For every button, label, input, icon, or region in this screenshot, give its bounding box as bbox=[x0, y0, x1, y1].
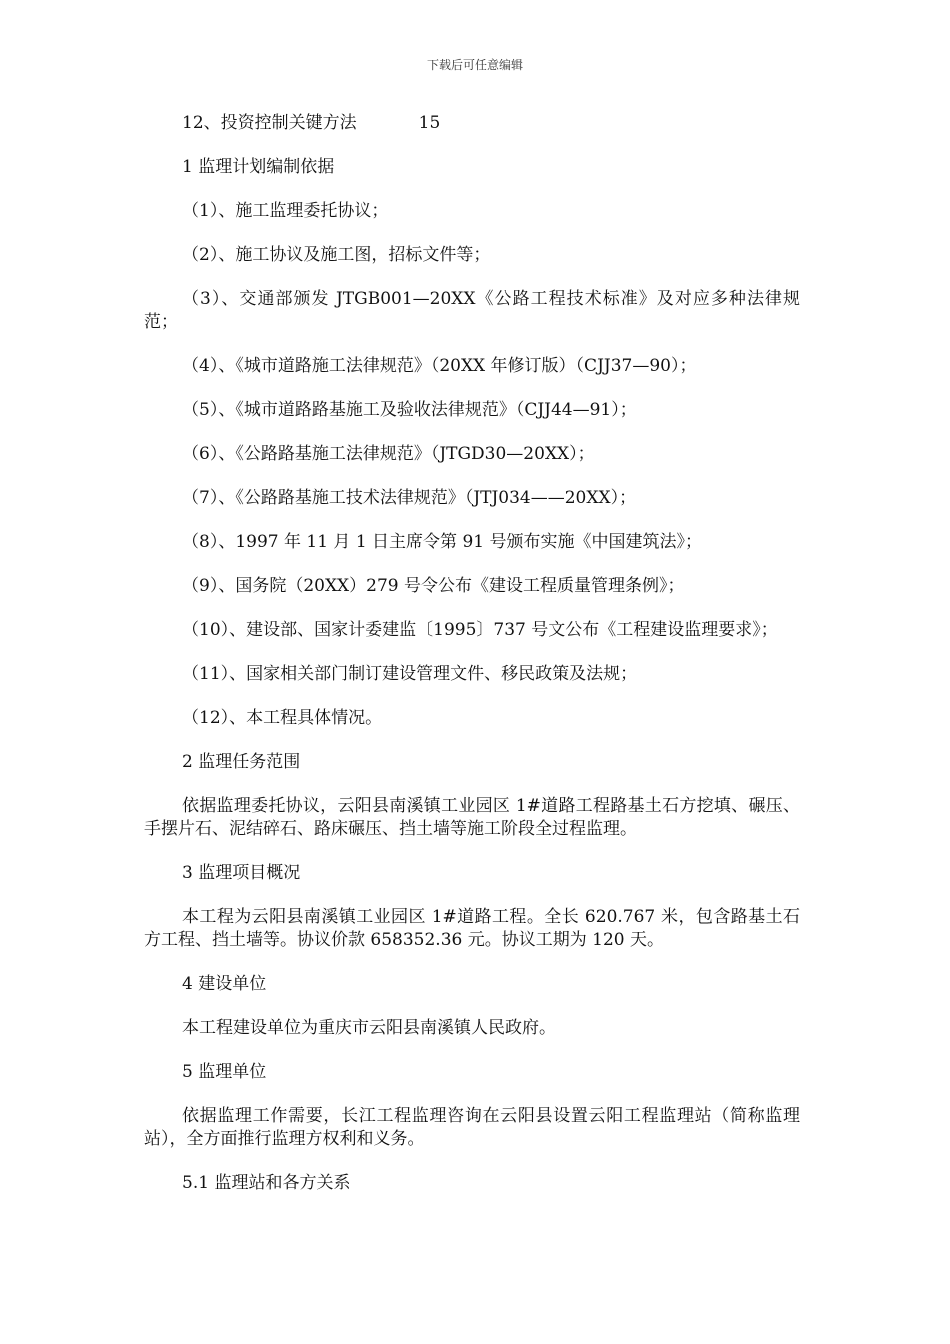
section-heading: 3 监理项目概况 bbox=[182, 863, 301, 883]
document-body bbox=[144, 112, 800, 1195]
list-item: （12）、本工程具体情况。 bbox=[182, 708, 383, 728]
section-heading: 1 监理计划编制依据 bbox=[182, 157, 335, 177]
toc-label: 12、投资控制关键方法 bbox=[182, 113, 357, 133]
body-paragraph: 本工程为云阳县南溪镇工业园区 1#道路工程。全长 620.767 米，包含路基土石方工程、挡土墙等。协议价款 658352.36 元。协议工期为 120 天。 bbox=[144, 907, 800, 950]
section-heading: 5.1 监理站和各方关系 bbox=[182, 1173, 351, 1193]
list-item: （3）、交通部颁发 JTGB001—20XX《公路工程技术标准》及对应多种法律规范； bbox=[144, 289, 800, 332]
list-item: （1）、施工监理委托协议； bbox=[182, 201, 389, 221]
section-heading: 2 监理任务范围 bbox=[182, 752, 301, 772]
section-heading: 4 建设单位 bbox=[182, 974, 267, 994]
list-item: （10）、建设部、国家计委建监〔1995〕737 号文公布《工程建设监理要求》； bbox=[182, 620, 778, 640]
page-header-note: 下载后可任意编辑 bbox=[426, 58, 523, 72]
section-heading: 5 监理单位 bbox=[182, 1062, 267, 1082]
body-paragraph: 依据监理工作需要，长江工程监理咨询在云阳县设置云阳工程监理站（简称监理站），全方面推行监理方权利和义务。 bbox=[144, 1106, 800, 1149]
list-item: （4）、《城市道路施工法律规范》（20XX 年修订版）（CJJ37—90）； bbox=[182, 356, 697, 376]
list-item: （8）、1997 年 11 月 1 日主席令第 91 号颁布实施《中国建筑法》； bbox=[182, 532, 702, 552]
list-item: （5）、《城市道路路基施工及验收法律规范》（CJJ44—91）； bbox=[182, 400, 637, 420]
list-item: （11）、国家相关部门制订建设管理文件、移民政策及法规； bbox=[182, 664, 638, 684]
body-paragraph: 依据监理委托协议，云阳县南溪镇工业园区 1#道路工程路基土石方挖填、碾压、手摆片石、泥结碎石、路床碾压、挡土墙等施工阶段全过程监理。 bbox=[144, 796, 800, 839]
list-item: （7）、《公路路基施工技术法律规范》（JTJ034——20XX）； bbox=[182, 488, 637, 508]
toc-entry bbox=[144, 112, 800, 135]
list-item: （2）、施工协议及施工图，招标文件等； bbox=[182, 245, 491, 265]
list-item: （6）、《公路路基施工法律规范》（JTGD30—20XX）； bbox=[182, 444, 595, 464]
list-item: （9）、国务院（20XX）279 号令公布《建设工程质量管理条例》； bbox=[182, 576, 685, 596]
toc-page-number: 15 bbox=[418, 113, 441, 133]
body-paragraph: 本工程建设单位为重庆市云阳县南溪镇人民政府。 bbox=[182, 1018, 556, 1038]
